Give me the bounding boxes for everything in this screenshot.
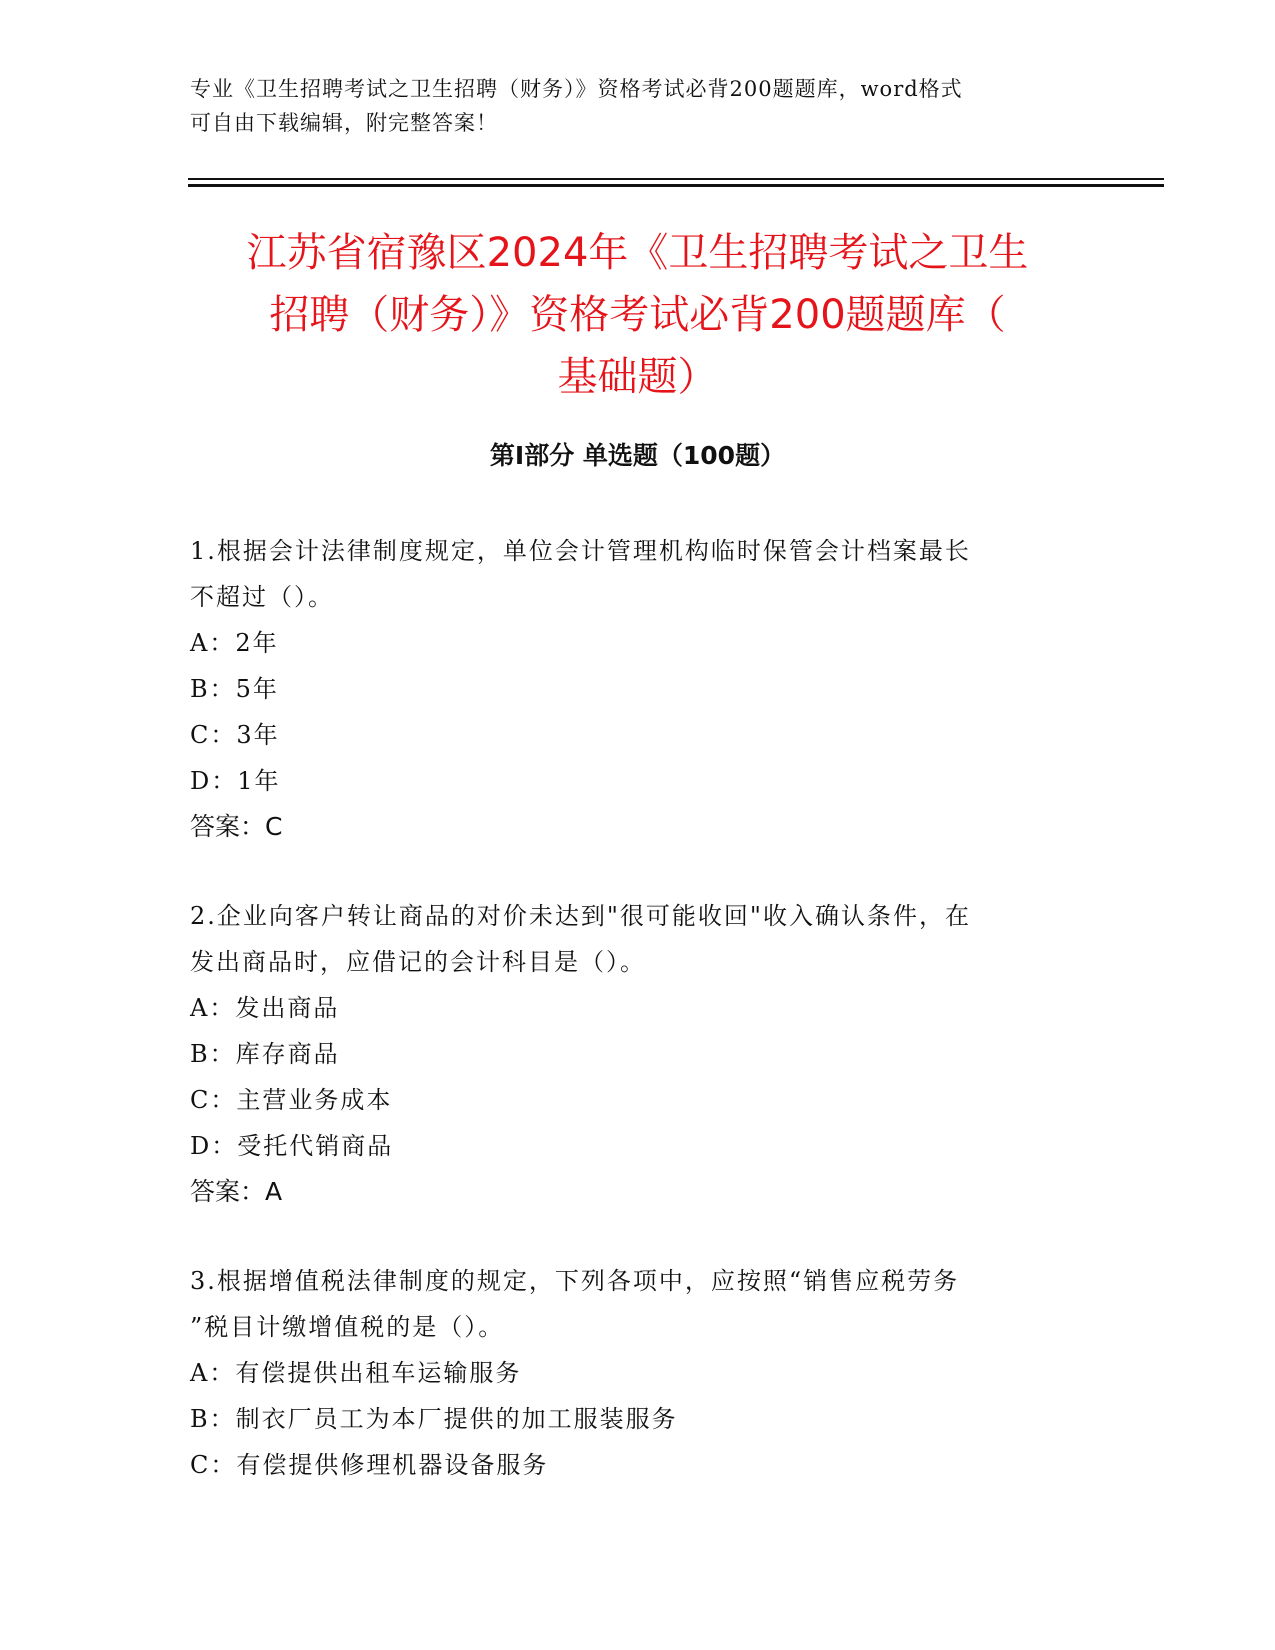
option-b: B：5年 [190,675,279,703]
question-stem-line: 2.企业向客户转让商品的对价未达到"很可能收回"收入确认条件，在 [190,902,971,930]
document-title-line: 江苏省宿豫区2024年《卫生招聘考试之卫生 [246,230,1029,276]
answer-line: 答案：C [190,812,283,841]
option-c: C：3年 [190,721,280,749]
document-title-line: 招聘（财务）》资格考试必背200题题库（ [269,292,1006,338]
question-stem-line: 1.根据会计法律制度规定，单位会计管理机构临时保管会计档案最长 [190,537,971,565]
option-c: C：主营业务成本 [190,1086,393,1114]
header-note [190,72,1090,140]
question-item [190,1258,1090,1488]
option-b: B：库存商品 [190,1040,340,1068]
option-a: A：发出商品 [190,994,340,1022]
option-d: D：1年 [190,767,281,795]
option-c: C：有偿提供修理机器设备服务 [190,1451,549,1479]
header-divider-thin [188,178,1164,180]
question-item [190,893,1090,1215]
question-stem-line: ”税目计缴增值税的是（）。 [190,1313,505,1341]
header-divider-thick [188,184,1164,187]
option-a: A：2年 [190,629,279,657]
header-note-line: 专业《卫生招聘考试之卫生招聘（财务）》资格考试必背200题题库，word格式 [190,77,963,101]
option-b: B：制衣厂员工为本厂提供的加工服装服务 [190,1405,678,1433]
header-note-line: 可自由下载编辑，附完整答案！ [190,111,498,135]
document-title-line: 基础题） [557,354,718,400]
question-stem-line: 不超过（）。 [190,583,334,611]
section-title: 第Ⅰ部分 单选题（100题） [489,441,786,470]
question-stem-line: 发出商品时，应借记的会计科目是（）。 [190,948,646,976]
document-title [150,222,1125,408]
option-d: D：受托代销商品 [190,1132,394,1160]
question-item [190,528,1090,850]
option-a: A：有偿提供出租车运输服务 [190,1359,522,1387]
question-stem-line: 3.根据增值税法律制度的规定，下列各项中，应按照“销售应税劳务 [190,1267,960,1295]
answer-line: 答案：A [190,1177,283,1206]
